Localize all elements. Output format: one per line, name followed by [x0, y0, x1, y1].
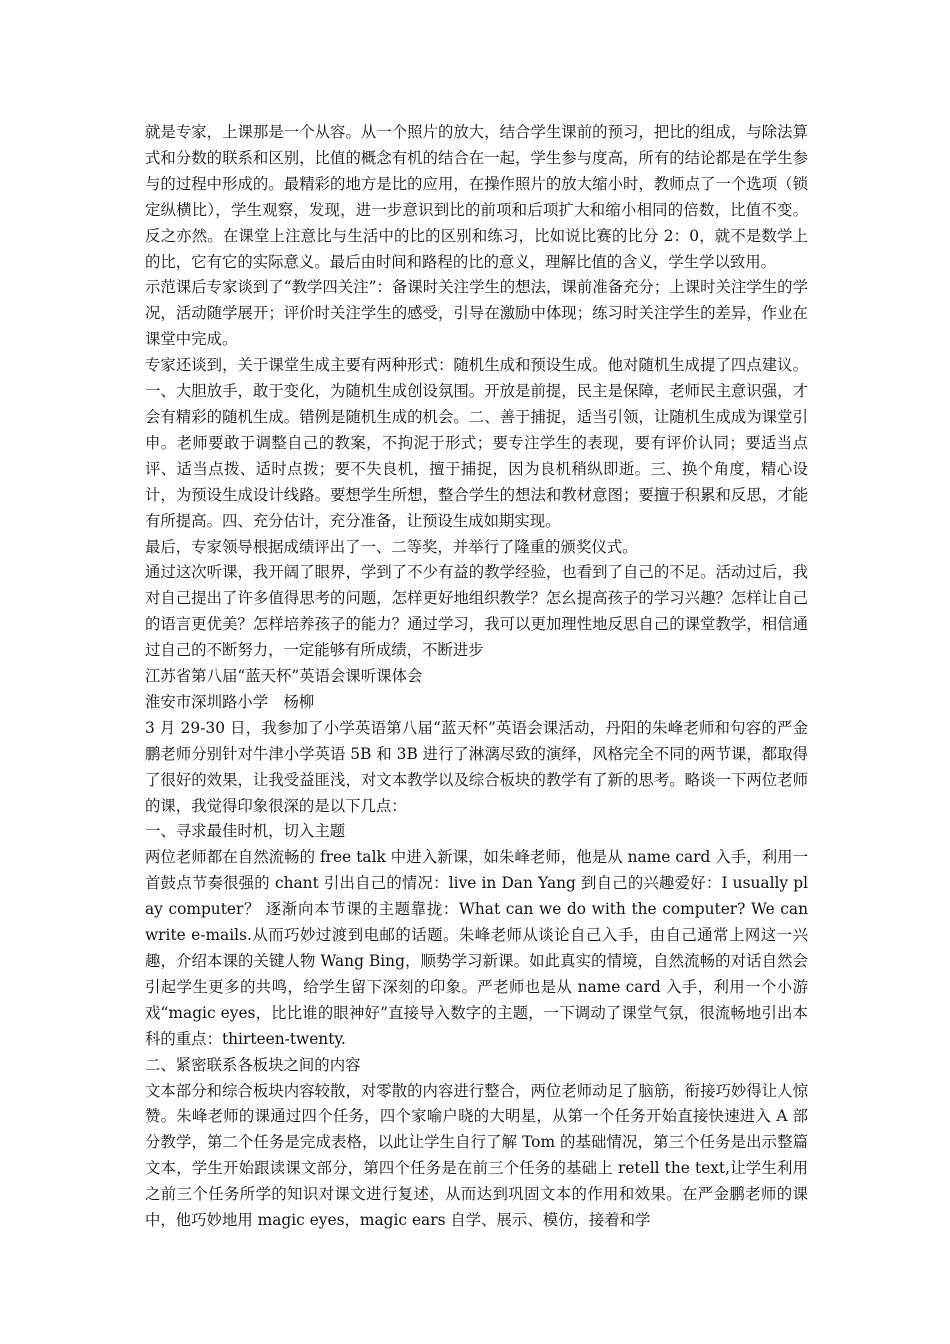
paragraph-classroom-generation: 专家还谈到，关于课堂生成主要有两种形式：随机生成和预设生成。他对随机生成提了四点建议。一、大胆放手，敢于变化，为随机生成创设氛围。开放是前提，民主是保障，老师民主意识强，才会有精彩的随机生成。错例是随机生成的机会。二、善于捕捉，适当引领，让随机生成成为课堂引申。老师要敢于调整自己的教案，不拘泥于形式；要专注学生的表现，要有评价认同；要适当点评、适当点拨、适时点拨；要不失良机，擅于捕捉，因为良机稍纵即逝。三、换个角度，精心设计，为预设生成设计线路。要想学生所想，整合学生的想法和教材意图；要擅于积累和反思，才能有所提高。四、充分估计，充分准备，让预设生成如期实现。 — [145, 356, 808, 530]
paragraph-lesson-review: 就是专家，上课那是一个从容。从一个照片的放大，结合学生课前的预习，把比的组成，与除法算式和分数的联系和区别，比值的概念有机的结合在一起，学生参与度高，所有的结论都是在学生参与的过程中形成的。最精彩的地方是比的应用，在操作照片的放大缩小时，教师点了一个选项（锁定纵横比），学生观察，发现，进一步意识到比的前项和后项扩大和缩小相同的倍数，比值不变。反之亦然。在课堂上注意比与生活中的比的区别和练习，比如说比赛的比分 2：0，就不是数学上的比，它有它的实际意义。最后由时间和路程的比的意义，理解比值的含义，学生学以致用。 — [145, 123, 808, 271]
paragraph-reflection: 通过这次听课，我开阔了眼界，学到了不少有益的教学经验，也看到了自己的不足。活动过后，我对自己提出了许多值得思考的问题，怎样更好地组织教学？怎幺提高孩子的学习兴趣？怎样让自己的语言更优美？怎样培养孩子的能力？通过学习，我可以更加理性地反思自己的课堂教学，相信通过自己的不断努力，一定能够有所成绩，不断进步 — [145, 563, 808, 660]
paragraph-awards: 最后，专家领导根据成绩评出了一、二等奖，并举行了隆重的颁奖仪式。 — [145, 537, 638, 556]
paragraph-activity-intro: 3 月 29-30 日，我参加了小学英语第八届“蓝天杯”英语会课活动，丹阳的朱峰老师和句容的严金鹏老师分别针对牛津小学英语 5B 和 3B 进行了淋漓尽致的演绎，风格完全不同的两节课，都取得了很好的效果，让我受益匪浅，对文本教学以及综合板块的教学有了新的思考。略谈一下两位老师的课，我觉得印象很深的是以下几点： — [145, 718, 808, 815]
document-page — [145, 120, 808, 1234]
article-title: 江苏省第八届“蓝天杯”英语会课听课体会 — [145, 667, 423, 686]
paragraph-free-talk: 两位老师都在自然流畅的 free talk 中进入新课，如朱峰老师，他是从 name card 入手，利用一首鼓点节奏很强的 chant 引出自己的情况：live in Dan Yang 到自己的兴趣爱好：I usually play computer？ 逐渐向本节课的主题靠拢：What can we do with the computer? We can write e-mails.从而巧妙过渡到电邮的话题。朱峰老师从谈论自己入手，由自己通常上网这一兴趣，介绍本课的关键人物 Wang Bing，顺势学习新课。如此真实的情境，自然流畅的对话自然会引起学生更多的共鸣，给学生留下深刻的印象。严老师也是从 name card 入手，利用一个小游戏“magic eyes，比比谁的眼神好”直接导入数字的主题，一下调动了课堂气氛，很流畅地引出本科的重点：thirteen-twenty. — [145, 848, 808, 1048]
paragraph-integration: 文本部分和综合板块内容较散，对零散的内容进行整合，两位老师动足了脑筋，衔接巧妙得让人惊赞。朱峰老师的课通过四个任务，四个家喻户晓的大明星，从第一个任务开始直接快速进入 A 部分教学，第二个任务是完成表格，以此让学生自行了解 Tom 的基础情况，第三个任务是出示整篇文本，学生开始跟读课文部分，第四个任务是在前三个任务的基础上 retell the text,让学生利用之前三个任务所学的知识对课文进行复述，从而达到巩固文本的作用和效果。在严金鹏老师的课中，他巧妙地用 magic eyes，magic ears 自学、展示、模仿，接着和学 — [145, 1081, 808, 1230]
paragraph-four-focuses: 示范课后专家谈到了“教学四关注”：备课时关注学生的想法，课前准备充分；上课时关注学生的学况，活动随学展开；评价时关注学生的感受，引导在激励中体现；练习时关注学生的差异，作业在课堂中完成。 — [145, 278, 808, 349]
section-heading-1: 一、寻求最佳时机，切入主题 — [145, 822, 346, 841]
article-author: 淮安市深圳路小学 杨柳 — [145, 692, 315, 711]
section-heading-2: 二、紧密联系各板块之间的内容 — [145, 1055, 361, 1074]
